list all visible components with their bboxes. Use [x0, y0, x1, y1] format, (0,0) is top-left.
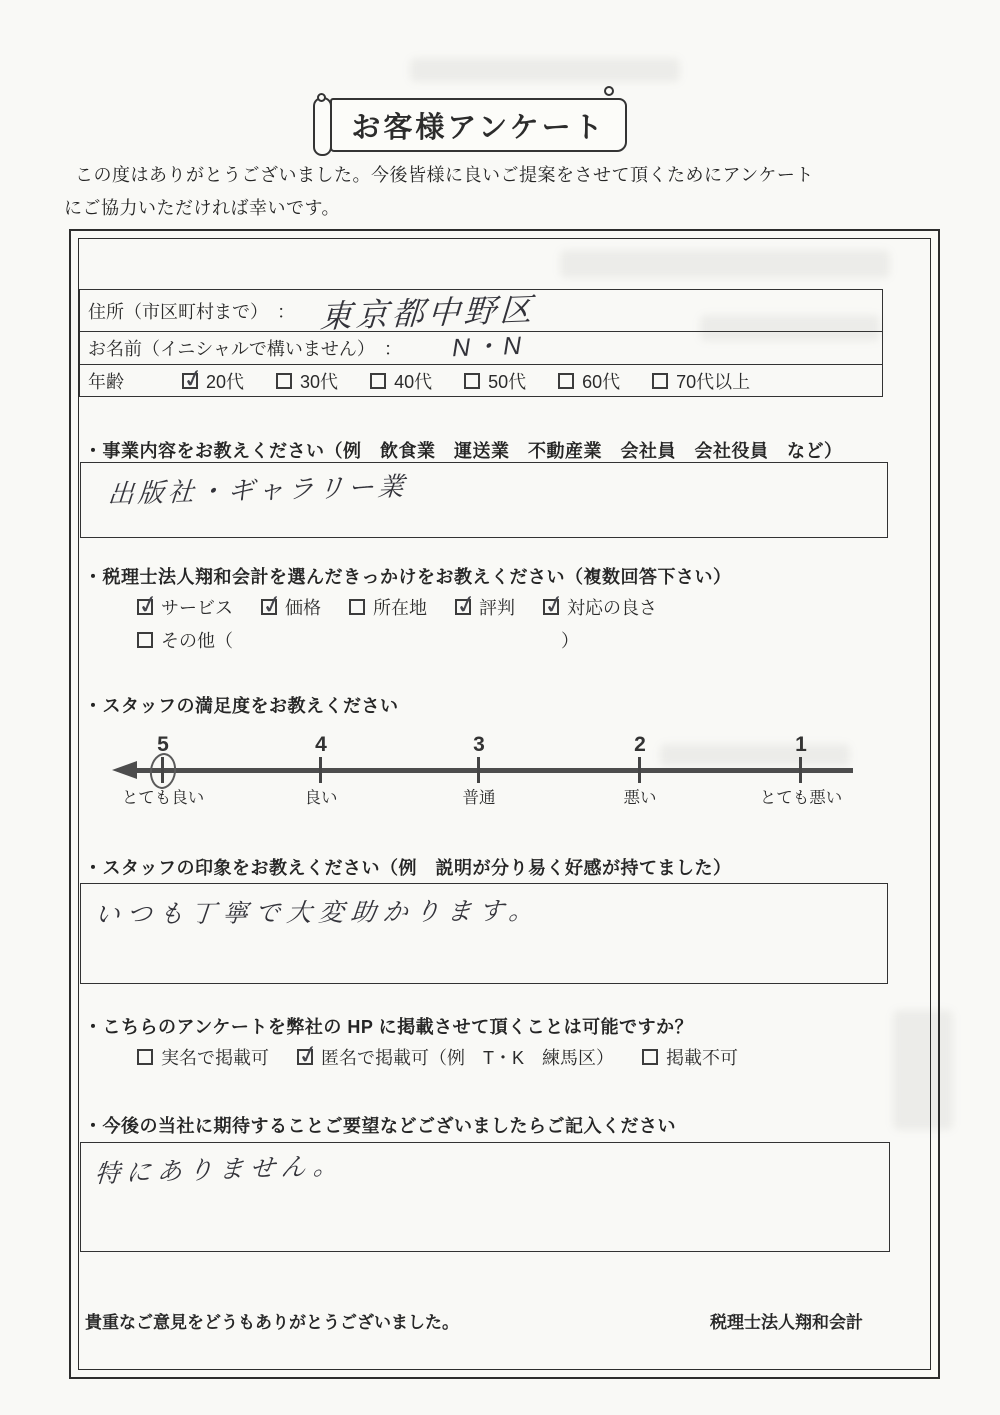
handwritten-request: 特にありません。 [93, 1151, 346, 1189]
address-label: 住所（市区町村まで） ： [88, 301, 295, 322]
reason-option-other[interactable]: その他（ [137, 627, 233, 653]
scale-value-5: 5 [157, 733, 169, 756]
age-options [182, 368, 750, 394]
age-row [80, 365, 882, 396]
reason-option-location[interactable]: 所在地 [349, 594, 427, 620]
age-option-30s[interactable]: 30代 [276, 368, 338, 394]
checkbox-no-publication[interactable] [642, 1049, 658, 1065]
scale-value-3: 3 [473, 733, 485, 756]
checkbox-other[interactable] [137, 632, 153, 648]
reason-options [137, 594, 657, 620]
request-question: ・今後の当社に期待することご要望などございましたらご記入ください [84, 1116, 676, 1136]
publication-options [137, 1044, 738, 1070]
publication-option-realname[interactable]: 実名で掲載可 [137, 1044, 269, 1070]
age-option-70s[interactable]: 70代以上 [652, 368, 750, 394]
scale-label-1: とても悪い [759, 789, 843, 807]
banner-corner-curl-icon [604, 86, 614, 96]
checkbox-anonymous[interactable] [297, 1049, 313, 1065]
age-label: 年齢 [88, 371, 124, 392]
scale-label-2: 悪い [623, 789, 657, 807]
tick-1[interactable] [799, 757, 802, 783]
age-option-50s[interactable]: 50代 [464, 368, 526, 394]
reason-option-service[interactable]: ✓ サービス [137, 594, 233, 620]
age-option-20s[interactable]: ✓ 20代 [182, 368, 244, 394]
checkbox-20s[interactable] [182, 373, 198, 389]
intro-line-1: この度はありがとうございました。今後皆様に良いご提案をさせて頂くためにアンケート [75, 165, 814, 185]
other-close-paren: ） [561, 631, 579, 651]
handwritten-business: 出版社・ギャラリー業 [106, 471, 410, 509]
scale-label-4: 良い [304, 789, 338, 807]
age-option-60s[interactable]: 60代 [558, 368, 620, 394]
impression-question: ・スタッフの印象をお教えください（例 説明が分り易く好感が持てました） [84, 858, 732, 878]
tick-2[interactable] [638, 757, 641, 783]
banner-scroll-curl-icon [317, 93, 326, 102]
publication-question: ・こちらのアンケートを弊社の HP に掲載させて頂くことは可能ですか？ [84, 1017, 694, 1037]
page-title: お客様アンケート [351, 111, 606, 144]
tick-4[interactable] [319, 757, 322, 783]
checkbox-60s[interactable] [558, 373, 574, 389]
publication-option-anonymous[interactable]: ✓ 匿名で掲載可（例 T・K 練馬区） [297, 1044, 614, 1070]
handwritten-address: 東京都中野区 [319, 291, 537, 335]
scale-value-1: 1 [795, 733, 807, 756]
checkbox-reputation[interactable] [455, 599, 471, 615]
reason-option-responsiveness[interactable]: ✓ 対応の良さ [543, 594, 657, 620]
reason-option-reputation[interactable]: ✓ 評判 [455, 594, 515, 620]
name-label: お名前（イニシャルで構いません） ： [88, 339, 402, 359]
business-question: ・事業内容をお教えください（例 飲食業 運送業 不動産業 会社員 会社役員 など） [84, 441, 843, 461]
publication-option-no[interactable]: 掲載不可 [642, 1044, 738, 1070]
checkbox-70s[interactable] [652, 373, 668, 389]
reason-option-price[interactable]: ✓ 価格 [261, 594, 321, 620]
satisfaction-question: ・スタッフの満足度をお教えください [84, 696, 399, 716]
reason-question: ・税理士法人翔和会計を選んだきっかけをお教えください（複数回答下さい） [84, 567, 732, 587]
checkbox-realname[interactable] [137, 1049, 153, 1065]
checkbox-price[interactable] [261, 599, 277, 615]
scale-label-3: 普通 [462, 789, 496, 807]
age-option-40s[interactable]: 40代 [370, 368, 432, 394]
checkbox-30s[interactable] [276, 373, 292, 389]
checkbox-50s[interactable] [464, 373, 480, 389]
scale-label-5: とても良い [121, 789, 205, 807]
footer-company-name: 税理士法人翔和会計 [710, 1313, 863, 1332]
reason-other-line [137, 627, 579, 653]
tick-3[interactable] [477, 757, 480, 783]
intro-line-2: にご協力いただければ幸いです。 [64, 198, 341, 218]
scale-value-2: 2 [634, 733, 646, 756]
satisfaction-scale-line[interactable] [135, 768, 853, 773]
bleed-through-artifact [410, 58, 680, 82]
checkbox-40s[interactable] [370, 373, 386, 389]
handwritten-impression: いつも丁寧で大変助かります。 [93, 897, 543, 929]
handwritten-name: N・N [451, 331, 526, 363]
scale-arrow-icon [112, 761, 137, 779]
checkbox-service[interactable] [137, 599, 153, 615]
checkbox-responsiveness[interactable] [543, 599, 559, 615]
checkbox-location[interactable] [349, 599, 365, 615]
title-banner [330, 98, 627, 152]
scale-value-4: 4 [315, 733, 327, 756]
footer-thanks: 貴重なご意見をどうもありがとうございました。 [85, 1313, 459, 1332]
